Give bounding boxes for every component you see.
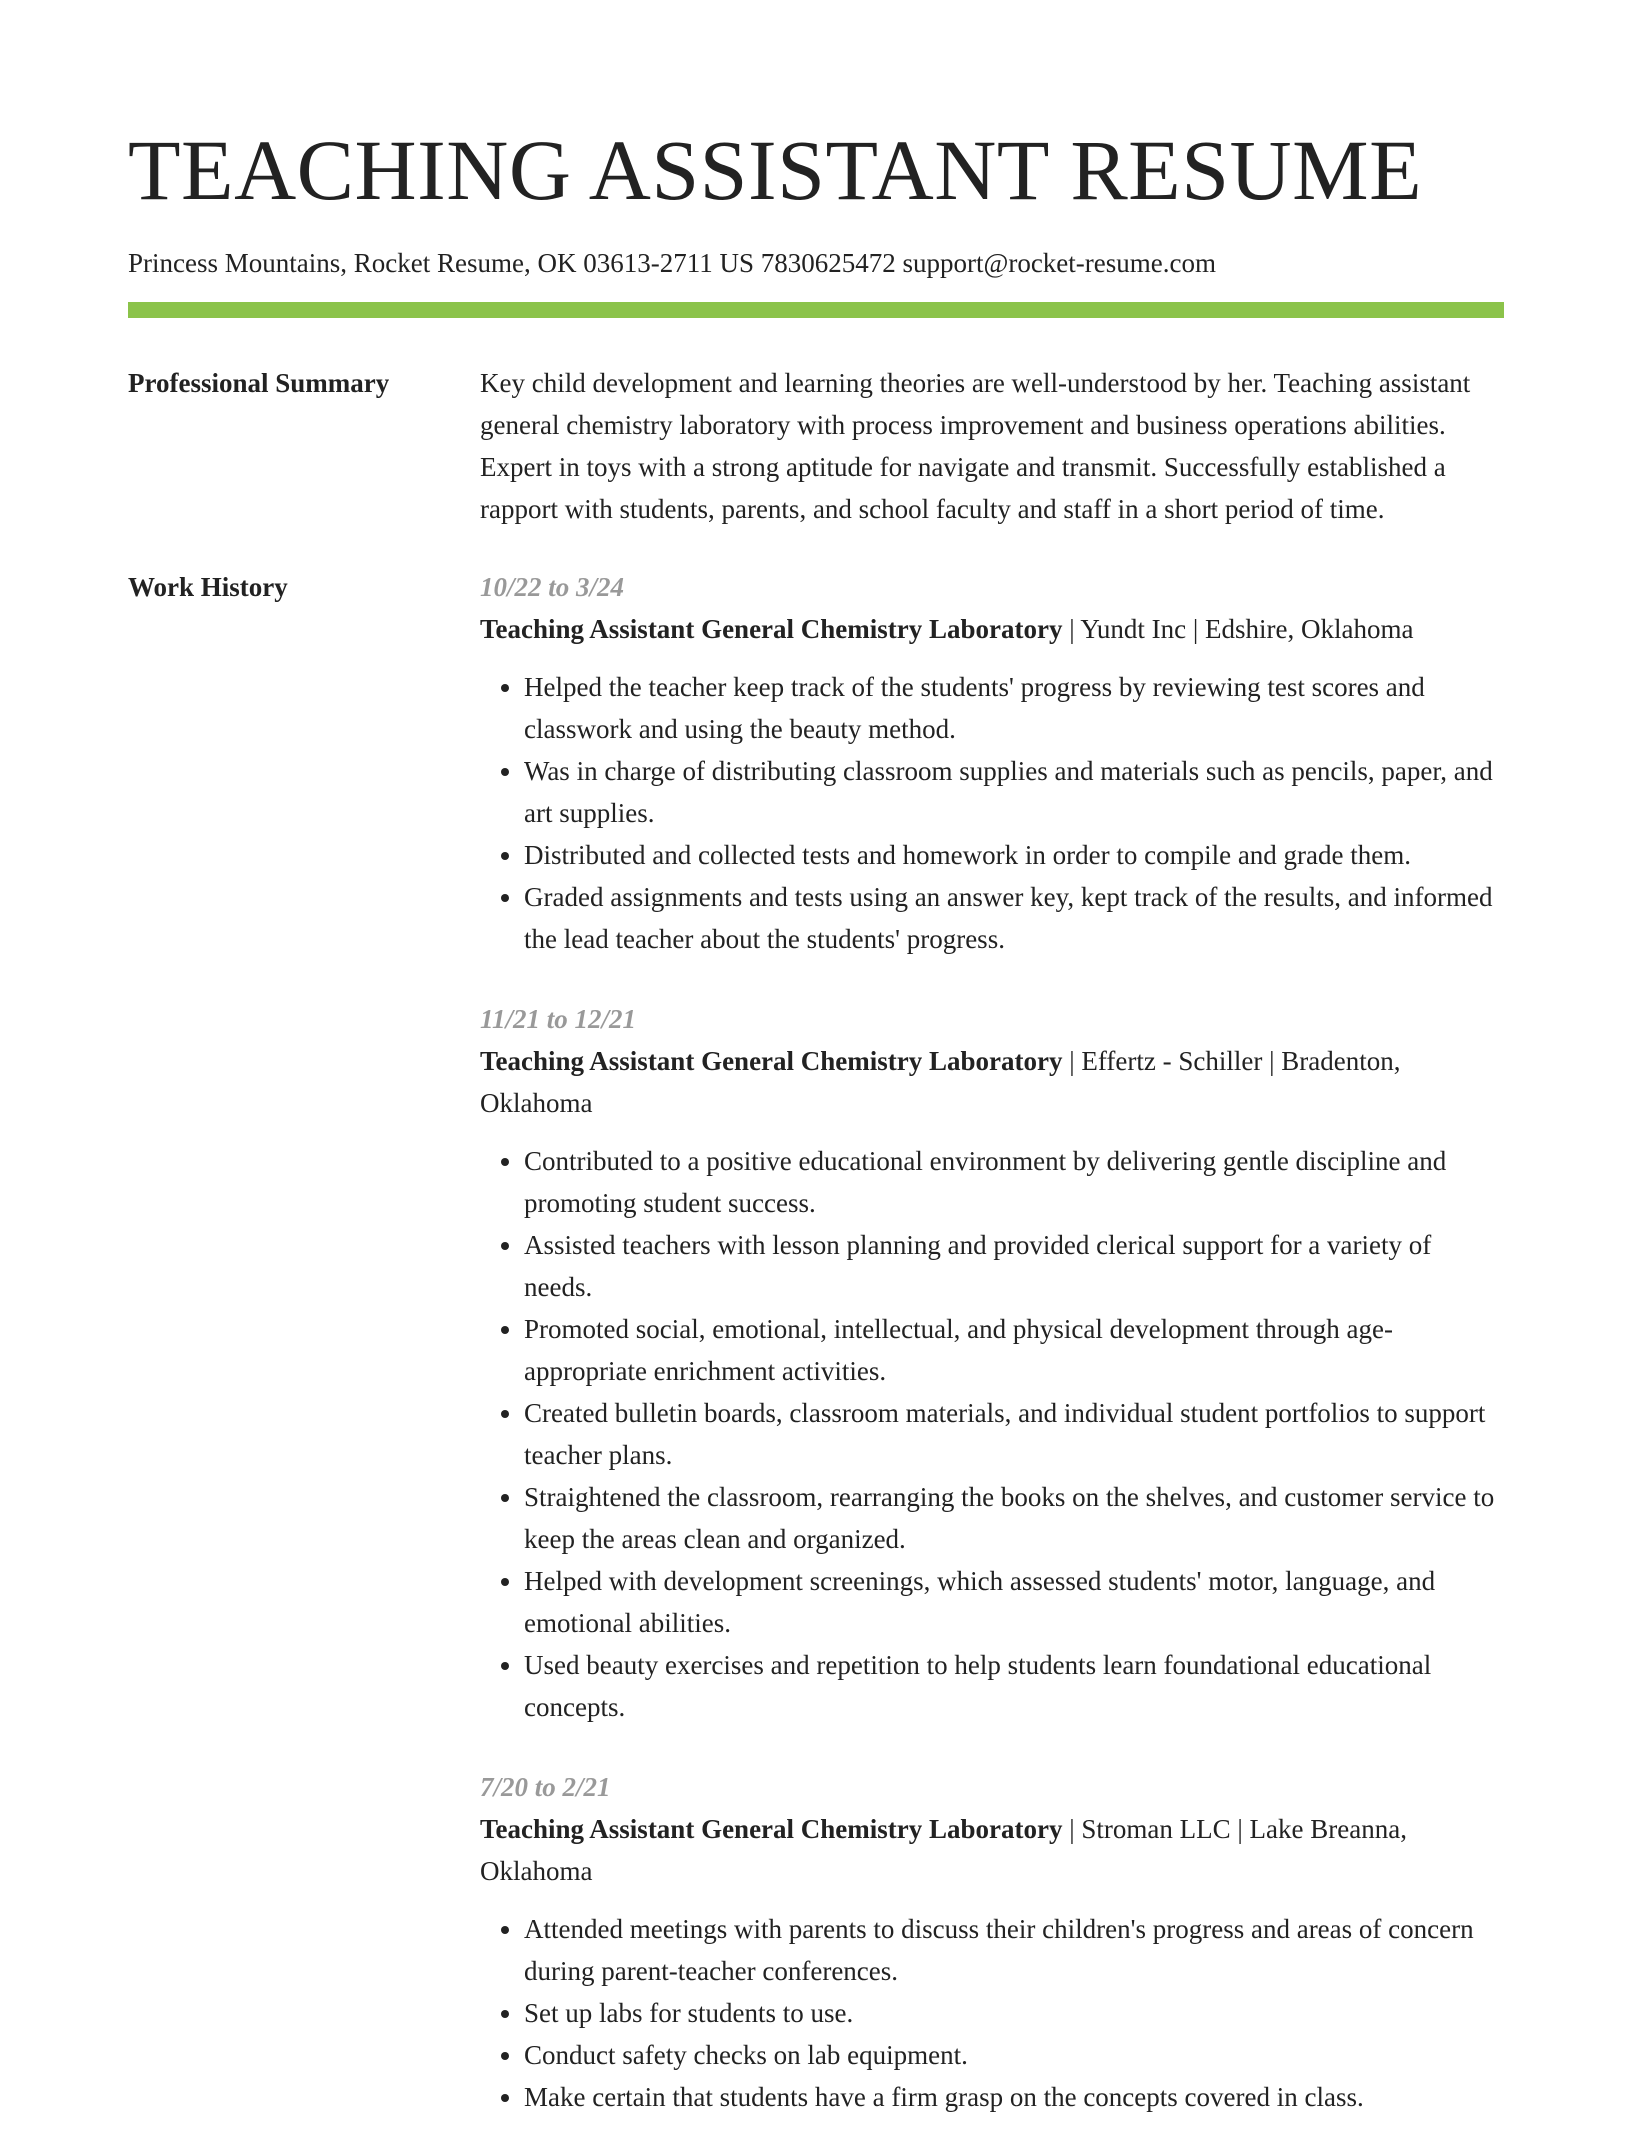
job-employer-location: | Yundt Inc | Edshire, Oklahoma [1062,614,1414,644]
job-bullet: • Attended meetings with parents to discuss their children's progress and areas of concern during parent-teacher conferences. [524,1908,1504,1992]
job-bullet: • Conduct safety checks on lab equipment. [524,2034,1504,2076]
job-entry [480,1766,1504,2118]
job-bullets [480,1908,1504,2118]
job-bullet: • Helped the teacher keep track of the students' progress by reviewing test scores and classwork and using the beauty method. [524,666,1504,750]
resume-page [128,0,1504,2156]
job-bullet: • Used beauty exercises and repetition to help students learn foundational educational concepts. [524,1644,1504,1728]
job-bullets [480,666,1504,960]
job-bullet: • Contributed to a positive educational environment by delivering gentle discipline and promoting student success. [524,1140,1504,1224]
job-entry [480,998,1504,1728]
accent-divider [128,302,1504,318]
job-bullet: • Distributed and collected tests and homework in order to compile and grade them. [524,834,1504,876]
job-bullet: • Set up labs for students to use. [524,1992,1504,2034]
job-list-container [480,566,1504,2156]
job-bullet: • Created bulletin boards, classroom materials, and individual student portfolios to support teacher plans. [524,1392,1504,1476]
job-bullet: • Straightened the classroom, rearranging the books on the shelves, and customer service to keep the areas clean and organized. [524,1476,1504,1560]
work-history-section [128,566,1504,2156]
professional-summary-section [128,362,1504,530]
job-heading [480,1808,1504,1892]
job-bullet: • Was in charge of distributing classroom supplies and materials such as pencils, paper, and art supplies. [524,750,1504,834]
job-dates: 10/22 to 3/24 [480,572,625,602]
job-dates: 11/21 to 12/21 [480,1004,637,1034]
job-title: Teaching Assistant General Chemistry Laboratory [480,1046,1063,1076]
job-heading [480,1040,1504,1124]
job-employer-location: | Effertz - Schiller | Bradenton, Oklahoma [480,1046,1401,1118]
section-label-summary: Professional Summary [128,368,390,398]
job-bullet: • Make certain that students have a firm grasp on the concepts covered in class. [524,2076,1504,2118]
job-title: Teaching Assistant General Chemistry Laboratory [480,1814,1063,1844]
contact-line: Princess Mountains, Rocket Resume, OK 03613-2711 US 7830625472 support@rocket-resume.com [128,248,1216,278]
job-bullet: • Promoted social, emotional, intellectual, and physical development through age-appropriate enrichment activities. [524,1308,1504,1392]
resume-title: TEACHING ASSISTANT RESUME [128,122,1423,218]
job-heading [480,608,1504,650]
job-bullet: • Helped with development screenings, which assessed students' motor, language, and emotional abilities. [524,1560,1504,1644]
job-dates: 7/20 to 2/21 [480,1772,611,1802]
job-bullet: • Graded assignments and tests using an answer key, kept track of the results, and informed the lead teacher about the students' progress. [524,876,1504,960]
section-label-work: Work History [128,572,288,602]
job-bullet: • Assisted teachers with lesson planning and provided clerical support for a variety of needs. [524,1224,1504,1308]
job-entry [480,566,1504,960]
job-bullets [480,1140,1504,1728]
job-title: Teaching Assistant General Chemistry Laboratory [480,614,1063,644]
summary-text: Key child development and learning theories are well-understood by her. Teaching assistant general chemistry laboratory with process improvement and business operations abilities. Expert in toys with a strong aptitude for navigate and transmit. Successfully established a rapport with students, parents, and school faculty and staff in a short period of time. [480,368,1471,524]
job-employer-location: | Stroman LLC | Lake Breanna, Oklahoma [480,1814,1407,1886]
